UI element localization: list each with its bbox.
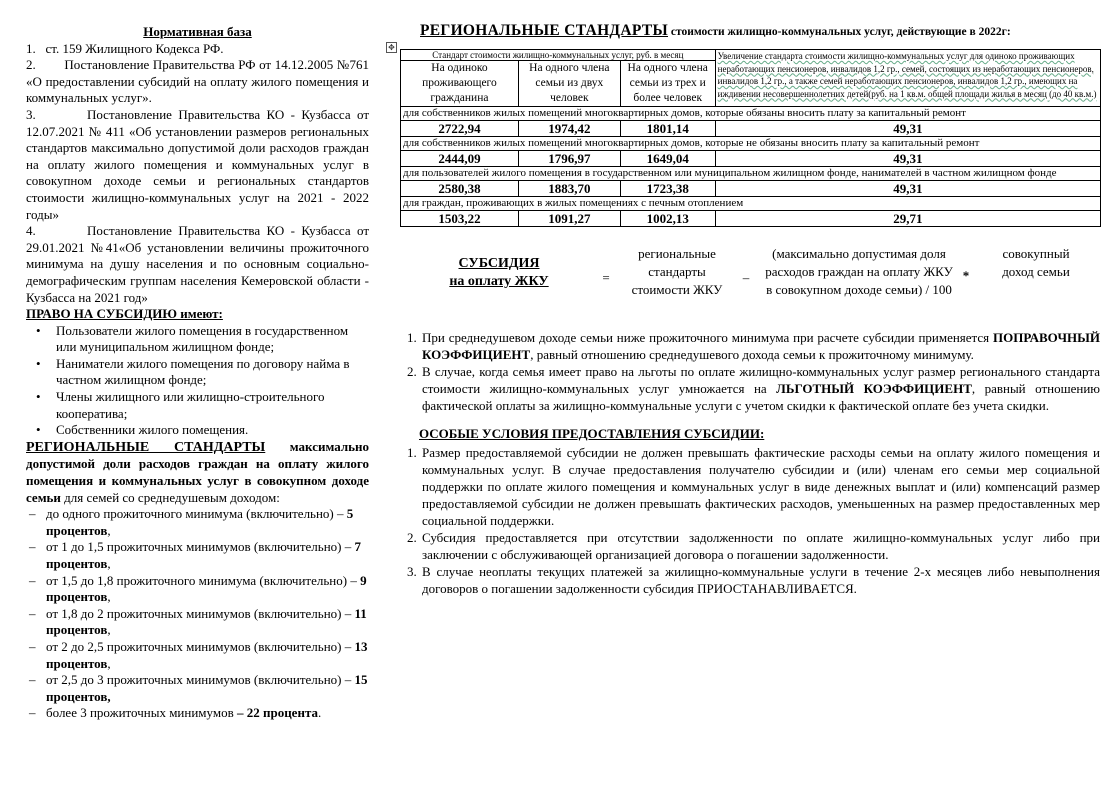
formula-equals: = bbox=[602, 270, 610, 285]
value-cell: 29,71 bbox=[715, 211, 1100, 227]
table-row bbox=[401, 211, 1101, 227]
value-cell: 1801,14 bbox=[620, 121, 715, 137]
reg-standards-bold-text: максимально допустимой доли расходов граждан на оплату жилого помещения и коммунальных услуг в совокупном доходе семьи bbox=[26, 438, 369, 505]
standards-table bbox=[400, 49, 1101, 227]
item-text: Постановление Правительства РФ от 14.12.2005 №761 «О предоставлении субсидий на оплату жилого помещения и коммунальных услуг». bbox=[26, 57, 369, 106]
item-number: 1. bbox=[26, 40, 36, 56]
formula-times: * bbox=[962, 268, 970, 283]
list-item: – от 2,5 до 3 прожиточных минимумов (включительно) – 15 процентов, bbox=[26, 672, 369, 705]
reg-standards-tail: для семей со среднедушевым доходом: bbox=[60, 489, 280, 505]
value-cell: 49,31 bbox=[715, 121, 1100, 137]
header-increase-cell: Увеличение стандарта стоимости жилищно-коммунальных услуг для одиноко проживающих неработающих пенсионеров, инвалидов 1,2 гр., семей, состоящих из неработающих пенсионеров, инвалидов 1,2 гр., а также семей неработающих пенсионеров, инвалидов 1,2 гр., имеющих на иждивении несовершеннолетних детей(руб. на 1 кв.м. общей площади жилья в месяц (до 40 кв.м.) bbox=[715, 50, 1100, 107]
table-group-row bbox=[401, 137, 1101, 151]
value-cell: 49,31 bbox=[715, 151, 1100, 167]
table-row bbox=[401, 181, 1101, 197]
header-cell: На одного члена семьи из трех и более человек bbox=[620, 61, 715, 107]
list-item: • Пользователи жилого помещения в государственном или муниципальном жилищном фонде; bbox=[26, 323, 369, 356]
item-number: 3. bbox=[26, 106, 36, 122]
value-cell: 2580,38 bbox=[401, 181, 519, 197]
income-levels-list bbox=[26, 506, 369, 722]
formula-minus: – bbox=[742, 270, 750, 285]
value-cell: 1503,22 bbox=[401, 211, 519, 227]
formula-subsidy: СУБСИДИЯ на оплату ЖКУ bbox=[449, 256, 549, 289]
value-cell: 2444,09 bbox=[401, 151, 519, 167]
notes-list bbox=[400, 329, 1100, 414]
formula-part-standards: региональные стандарты стоимости ЖКУ bbox=[631, 246, 723, 297]
normative-item bbox=[26, 223, 369, 306]
list-item: – от 1 до 1,5 прожиточных минимумов (включительно) – 7 процентов, bbox=[26, 539, 369, 572]
formula-part-share: (максимально допустимая доля расходов граждан на оплату ЖКУ в совокупном доходе семьи) / 100 bbox=[765, 246, 953, 297]
table-group-row bbox=[401, 107, 1101, 121]
table-group-row bbox=[401, 167, 1101, 181]
table-row bbox=[401, 121, 1101, 137]
normative-item bbox=[26, 41, 369, 58]
value-cell: 1002,13 bbox=[620, 211, 715, 227]
title-sub: стоимости жилищно-коммунальных услуг, действующие в 2022г: bbox=[668, 26, 1011, 38]
right-to-subsidy-heading: ПРАВО НА СУБСИДИЮ имеют: bbox=[26, 306, 223, 322]
header-span-cell: Стандарт стоимости жилищно-коммунальных услуг, руб. в месяц bbox=[401, 50, 716, 61]
value-cell: 1091,27 bbox=[518, 211, 620, 227]
item-number: 4. bbox=[26, 223, 36, 239]
list-item: – от 1,5 до 1,8 прожиточного минимума (включительно) – 9 процентов, bbox=[26, 573, 369, 606]
formula-part-income: совокупный доход семьи bbox=[1002, 246, 1070, 279]
special-conditions-heading: ОСОБЫЕ УСЛОВИЯ ПРЕДОСТАВЛЕНИЯ СУБСИДИИ: bbox=[419, 426, 765, 441]
list-item: • Собственники жилого помещения. bbox=[26, 422, 369, 439]
list-item: • Наниматели жилого помещения по договору найма в частном жилищном фонде; bbox=[26, 356, 369, 389]
category-cell: для граждан, проживающих в жилых помещениях с печным отоплением bbox=[401, 197, 1101, 211]
table-group-row bbox=[401, 197, 1101, 211]
category-cell: для пользователей жилого помещения в государственном или муниципальном жилищном фонде, нанимателей в частном жилищном фонде bbox=[401, 167, 1101, 181]
eligible-list bbox=[26, 323, 369, 439]
table-move-handle-icon[interactable]: ✥ bbox=[386, 42, 397, 53]
title-main: РЕГИОНАЛЬНЫЕ СТАНДАРТЫ bbox=[420, 22, 669, 39]
list-item: – от 1,8 до 2 прожиточных минимумов (включительно) – 11 процентов, bbox=[26, 606, 369, 639]
value-cell: 1883,70 bbox=[518, 181, 620, 197]
value-cell: 1649,04 bbox=[620, 151, 715, 167]
reg-standards-title: РЕГИОНАЛЬНЫЕ СТАНДАРТЫ bbox=[26, 439, 266, 455]
normative-list bbox=[26, 41, 369, 307]
right-column bbox=[388, 22, 1100, 597]
value-cell: 49,31 bbox=[715, 181, 1100, 197]
item-text: ст. 159 Жилищного Кодекса РФ. bbox=[45, 40, 224, 56]
regional-standards-paragraph bbox=[26, 439, 369, 506]
item-number: 2. bbox=[26, 57, 36, 73]
regional-standards-title bbox=[420, 22, 1100, 40]
left-column bbox=[26, 24, 369, 722]
list-item: 2. Субсидия предоставляется при отсутствии задолженности по оплате жилищно-коммунальных услуг либо при заключении с обслуживающей организацией договора о погашении задолженности. bbox=[420, 529, 1100, 563]
normative-item bbox=[26, 57, 369, 107]
value-cell: 1723,38 bbox=[620, 181, 715, 197]
list-item: 1. При среднедушевом доходе семьи ниже прожиточного минимума при расчете субсидии применяется ПОПРАВОЧНЫЙ КОЭФФИЦИЕНТ, равный отношению среднедушевого дохода семьи к прожиточному минимуму. bbox=[420, 329, 1100, 363]
list-item: – более 3 прожиточных минимумов – 22 процента. bbox=[26, 705, 369, 722]
list-item: 1. Размер предоставляемой субсидии не должен превышать фактические расходы семьи на оплату жилого помещения и коммунальных услуг. В случае предоставления получателю субсидии и (или) членам его семьи мер социальной поддержки по оплате жилого помещения и коммунальных услуг в виде денежных выплат и (или) компенсаций размер предоставляемой субсидии не должен превышать фактических расходов, уменьшенных на размер предоставленных мер социальной поддержки. bbox=[420, 444, 1100, 529]
table-row bbox=[401, 151, 1101, 167]
item-text: Постановление Правительства КО - Кузбасса от 29.01.2021 №41«Об установлении величины прожиточного минимума на душу населения и по основным социально-демографическим группам населения Кемеровской области - Кузбасса на 2021 год» bbox=[26, 223, 369, 305]
normative-item bbox=[26, 107, 369, 223]
item-text: Постановление Правительства КО - Кузбасса от 12.07.2021 № 411 «Об установлении размеров региональных стандартов максимально допустимой доли расходов граждан на оплату жилого помещения и коммунальных услуг в совокупном доходе семьи и региональных стандартов стоимости жилищно-коммунальных услуг на 2021 - 2022 годы» bbox=[26, 106, 369, 222]
category-cell: для собственников жилых помещений многоквартирных домов, которые не обязаны вносить плату за капитальный ремонт bbox=[401, 137, 1101, 151]
header-cell: На одиноко проживающего гражданина bbox=[401, 61, 519, 107]
list-item: 2. В случае, когда семья имеет право на льготы по оплате жилищно-коммунальных услуг размер регионального стандарта стоимости жилищно-коммунальных услуг умножается на ЛЬГОТНЫЙ КОЭФФИЦИЕНТ, равный отношению фактической оплаты за жилищно-коммунальные услуги с учетом скидки к фактической оплате без учета скидки. bbox=[420, 363, 1100, 414]
conditions-list bbox=[400, 444, 1100, 597]
subsidy-formula bbox=[400, 245, 1100, 323]
header-cell: На одного члена семьи из двух человек bbox=[518, 61, 620, 107]
list-item: 3. В случае неоплаты текущих платежей за жилищно-коммунальные услуги в течение 2-х месяцев либо невыполнения договоров о погашении задолженности субсидия ПРИОСТАНАВЛИВАЕТСЯ. bbox=[420, 563, 1100, 597]
list-item: – до одного прожиточного минимума (включительно) – 5 процентов, bbox=[26, 506, 369, 539]
value-cell: 1974,42 bbox=[518, 121, 620, 137]
category-cell: для собственников жилых помещений многоквартирных домов, которые обязаны вносить плату за капитальный ремонт bbox=[401, 107, 1101, 121]
table-header-row bbox=[401, 50, 1101, 61]
normative-heading: Нормативная база bbox=[143, 24, 252, 39]
list-item: – от 2 до 2,5 прожиточных минимумов (включительно) – 13 процентов, bbox=[26, 639, 369, 672]
value-cell: 2722,94 bbox=[401, 121, 519, 137]
list-item: • Члены жилищного или жилищно-строительного кооператива; bbox=[26, 389, 369, 422]
value-cell: 1796,97 bbox=[518, 151, 620, 167]
